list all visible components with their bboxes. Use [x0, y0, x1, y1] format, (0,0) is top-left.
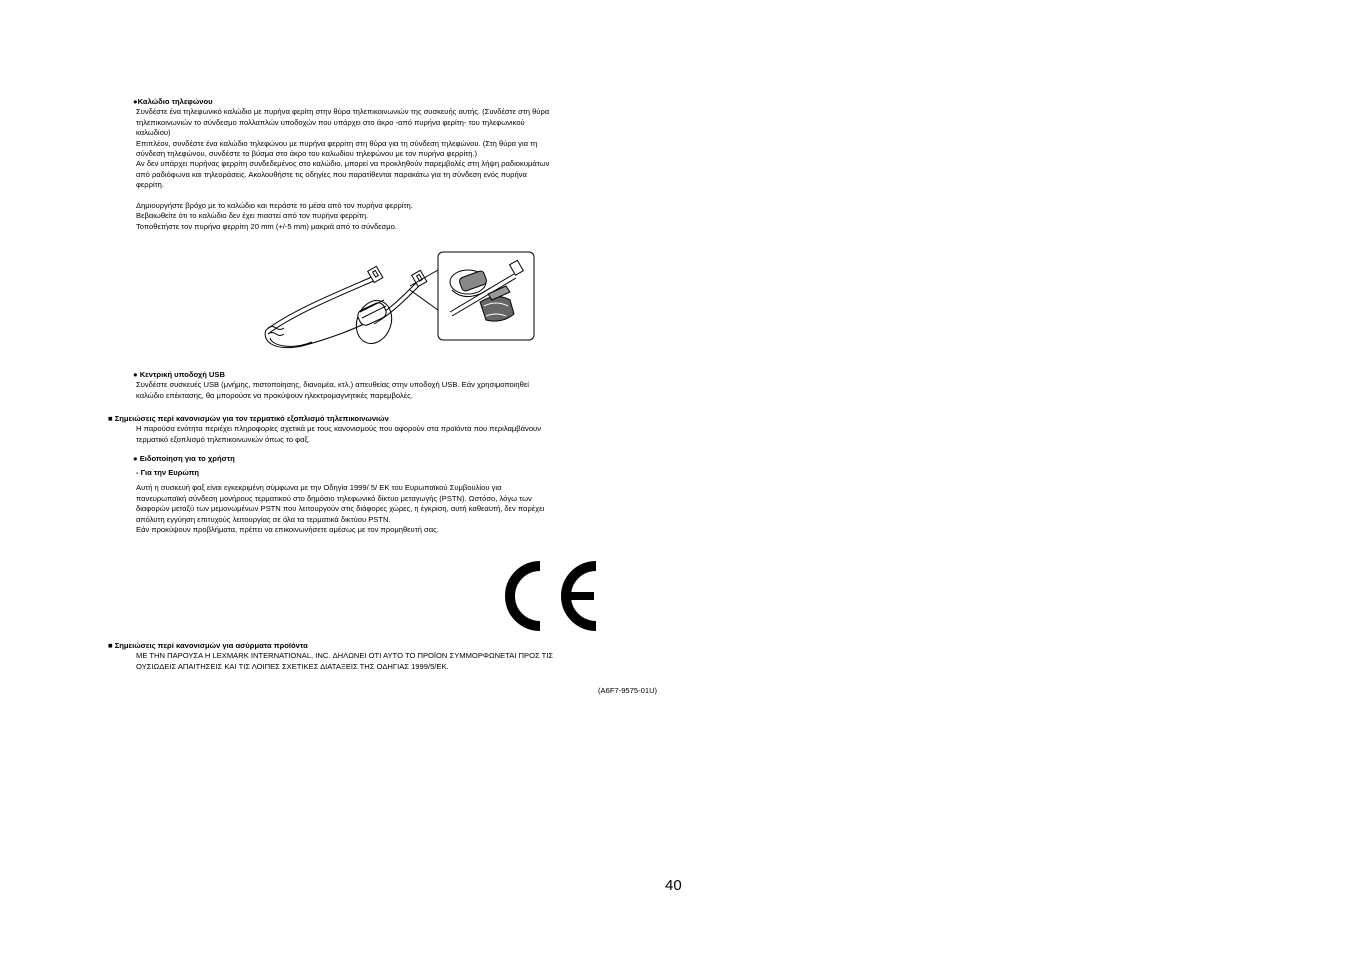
paragraph-line: καλωδίου): [136, 128, 171, 138]
paragraph-line: Εάν προκύψουν προβλήματα, πρέπει να επικοινωνήσετε αμέσως με τον προμηθευτή σας.: [136, 525, 439, 535]
europe-section: [136, 468, 544, 535]
phone-cable-section: [133, 97, 549, 232]
paragraph-line: ΜΕ ΤΗΝ ΠΑΡΟΥΣΑ Η LEXMARK INTERNATIONAL, INC. ΔΗΛΩΝΕΙ ΟΤΙ ΑΥΤΟ ΤΟ ΠΡΟΪΟΝ ΣΥΜΜΟΡΦΩΝΕΤΑΙ ΠΡΟΣ ΤΙΣ: [136, 651, 554, 661]
paragraph-line: Επιπλέον, συνδέστε ένα καλώδιο τηλεφώνου με πυρήνα φερρίτη στη θύρα για τη σύνδεση τηλεφώνου. (Στη θύρα για τη: [136, 138, 538, 148]
paragraph-line: σύνδεση τηλεφώνου, συνδέστε το βύσμα στο άκρο του καλωδίου τηλεφώνου με τον πυρήνα φερρίτη.): [136, 149, 478, 159]
paragraph-line: τερματικό εξοπλισμό τηλεπικοινωνιών όπως το φαξ.: [136, 434, 310, 444]
paragraph-line: τηλεπικοινωνιών το σύνδεσμο πολλαπλών υποδοχών που υπάρχει στο άκρο -από πυρήνα φερίτη- του τηλεφωνικού: [136, 117, 525, 127]
user-notice-heading: ● Ειδοποίηση για το χρήστη: [133, 454, 235, 463]
paragraph-line: ΟΥΣΙΩΔΕΙΣ ΑΠΑΙΤΗΣΕΙΣ ΚΑΙ ΤΙΣ ΛΟΙΠΕΣ ΣΧΕΤΙΚΕΣ ΔΙΑΤΑΞΕΙΣ ΤΗΣ ΟΔΗΓΙΑΣ 1999/5/ΕΚ.: [136, 661, 449, 671]
ferrite-core-illustration: [262, 250, 538, 356]
user-notice-section: [133, 454, 235, 464]
instruction-step: Δημιουργήστε βρόχο με το καλώδιο και περάστε το μέσα από τον πυρήνα φερρίτη.: [136, 201, 413, 211]
usb-section: [133, 370, 529, 401]
wireless-section: [108, 641, 553, 672]
ce-mark-icon: [500, 558, 604, 634]
telecom-section: [108, 414, 541, 445]
paragraph-line: Αν δεν υπάρχει πυρήνας φερρίτη συνδεδεμένος στο καλώδιο, μπορεί να προκληθούν παρεμβολές στη λήψη ραδιοκυμάτων: [136, 159, 550, 169]
telecom-heading: ■ Σημειώσεις περί κανονισμών για τον τερματικό εξοπλισμό τηλεπικοινωνιών: [108, 414, 389, 423]
phone-cable-heading: ●Καλώδιο τηλεφώνου: [133, 97, 213, 106]
paragraph-line: από ραδιόφωνα και τηλεοράσεις. Ακολουθήστε τις οδηγίες που παρατίθενται παρακάτω για τη σύνδεση ενός πυρήνα: [136, 169, 527, 179]
paragraph-line: Η παρούσα ενότητα περιέχει πληροφορίες σχετικά με τους κανονισμούς που αφορούν στα προϊόντα που περιλαμβάνουν: [136, 424, 542, 434]
instruction-step: Βεβαιωθείτε ότι το καλώδιο δεν έχει πιαστεί από τον πυρήνα φερρίτη.: [136, 211, 369, 221]
page-number: 40: [665, 877, 682, 894]
paragraph-line: φερρίτη.: [136, 180, 164, 190]
document-code: (A6F7-9575-01U): [598, 686, 658, 695]
paragraph-line: Συνδέστε ένα τηλεφωνικό καλώδιο με πυρήνα φερίτη στην θύρα τηλεπικοινωνιών της συσκευής αυτής. (Συνδέστε στη θύρα: [136, 107, 550, 117]
paragraph-line: διαφορών μεταξύ των μεμονωμένων PSTN που λειτουργούν στις διάφορες χώρες, η έγκριση, αυτή καθεαυτή, δεν παρέχει: [136, 504, 545, 514]
wireless-heading: ■ Σημειώσεις περί κανονισμών για ασύρματα προϊόντα: [108, 641, 308, 650]
paragraph-line: καλώδιο επέκτασης, θα μπορούσε να προκύψουν ηλεκτρομαγνητικές παρεμβολές.: [136, 390, 413, 400]
paragraph-line: Συνδέστε συσκευές USB (μνήμης, πιστοποίησης, διανομέα, κτλ.) απευθείας στην υποδοχή USB. Εάν χρησιμοποιηθεί: [136, 380, 529, 390]
paragraph-line: πανευρωπαϊκή σύνδεση μονήρους τερματικού στο δημόσιο τηλεφωνικό δίκτυο μεταγωγής (PSTN). Ωστόσο, λόγω των: [136, 493, 532, 503]
usb-heading: ● Κεντρική υποδοχή USB: [133, 370, 225, 379]
instruction-step: Τοποθετήστε τον πυρήνα φερρίτη 20 mm (+/-5 mm) μακριά από το σύνδεσμο.: [136, 221, 397, 231]
paragraph-line: απόλυτη εγγύηση επιτυχούς λειτουργίας σε όλα τα τερματικά δικτύου PSTN.: [136, 514, 391, 524]
paragraph-line: Αυτή η συσκευή φαξ είναι εγκεκριμένη σύμφωνα με την Οδηγία 1999/ 5/ ΕΚ του Ευρωπαϊκού Συμβουλίου για: [136, 483, 502, 493]
europe-heading: - Για την Ευρώπη: [136, 468, 200, 477]
